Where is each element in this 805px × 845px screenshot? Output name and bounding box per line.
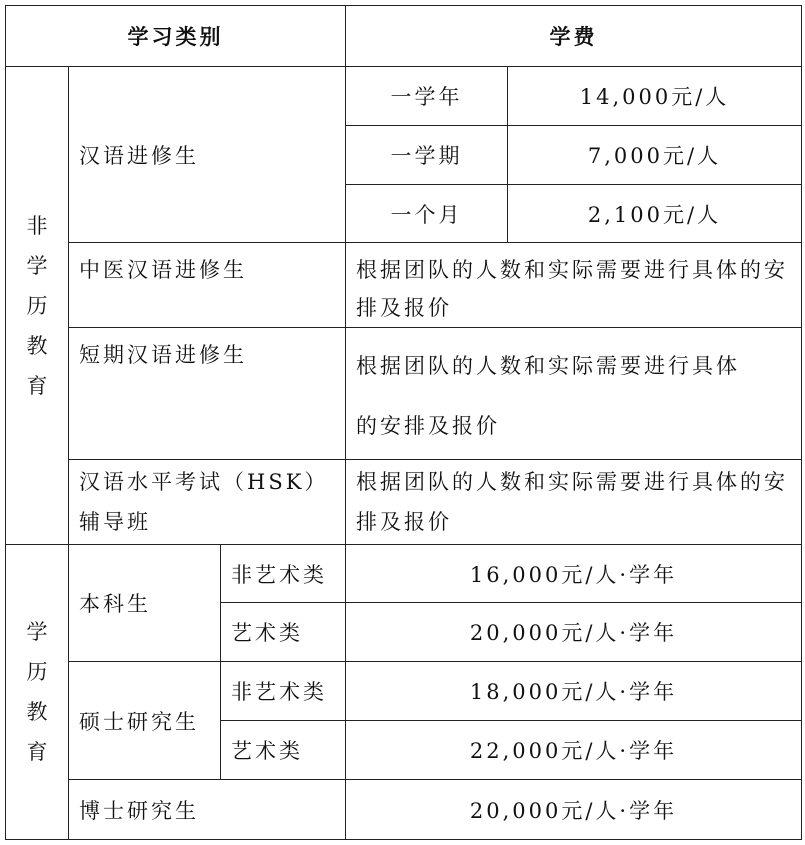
fee: 7,000元/人 (508, 126, 802, 185)
fee-header: 学费 (346, 6, 802, 67)
table-row (6, 328, 802, 460)
master-label: 硕士研究生 (69, 662, 221, 780)
fee: 22,000元/人·学年 (346, 721, 802, 780)
period: 一个月 (346, 185, 508, 243)
non-degree-group (6, 67, 69, 545)
fee-line: 的安排及报价 (356, 414, 500, 438)
chinese-study-label: 汉语进修生 (69, 67, 346, 243)
category-header: 学习类别 (6, 6, 346, 67)
tcm-label: 中医汉语进修生 (69, 243, 346, 328)
group-label: 学历教育 (26, 620, 51, 764)
fee (346, 328, 802, 460)
undergrad-label: 本科生 (69, 545, 221, 662)
table-row (6, 243, 802, 328)
table-row (6, 545, 802, 603)
type: 艺术类 (221, 603, 346, 662)
table-row (6, 780, 802, 840)
period: 一学期 (346, 126, 508, 185)
hsk-label: 汉语水平考试（HSK）辅导班 (69, 460, 346, 545)
fee: 2,100元/人 (508, 185, 802, 243)
fee: 20,000元/人·学年 (346, 603, 802, 662)
fee-line: 根据团队的人数和实际需要进行具体 (356, 354, 740, 378)
header-row (6, 6, 802, 67)
degree-group (6, 545, 69, 840)
type: 非艺术类 (221, 662, 346, 721)
table-row (6, 460, 802, 545)
fee: 根据团队的人数和实际需要进行具体的安排及报价 (346, 460, 802, 545)
group-label: 非学历教育 (26, 213, 51, 398)
tuition-table (5, 5, 802, 840)
fee: 18,000元/人·学年 (346, 662, 802, 721)
period: 一学年 (346, 67, 508, 126)
fee: 20,000元/人·学年 (346, 780, 802, 840)
fee: 根据团队的人数和实际需要进行具体的安排及报价 (346, 243, 802, 328)
table-row (6, 662, 802, 721)
type: 非艺术类 (221, 545, 346, 603)
phd-label: 博士研究生 (69, 780, 346, 840)
short-term-label: 短期汉语进修生 (69, 328, 346, 460)
table-row (6, 67, 802, 126)
fee: 16,000元/人·学年 (346, 545, 802, 603)
type: 艺术类 (221, 721, 346, 780)
fee: 14,000元/人 (508, 67, 802, 126)
